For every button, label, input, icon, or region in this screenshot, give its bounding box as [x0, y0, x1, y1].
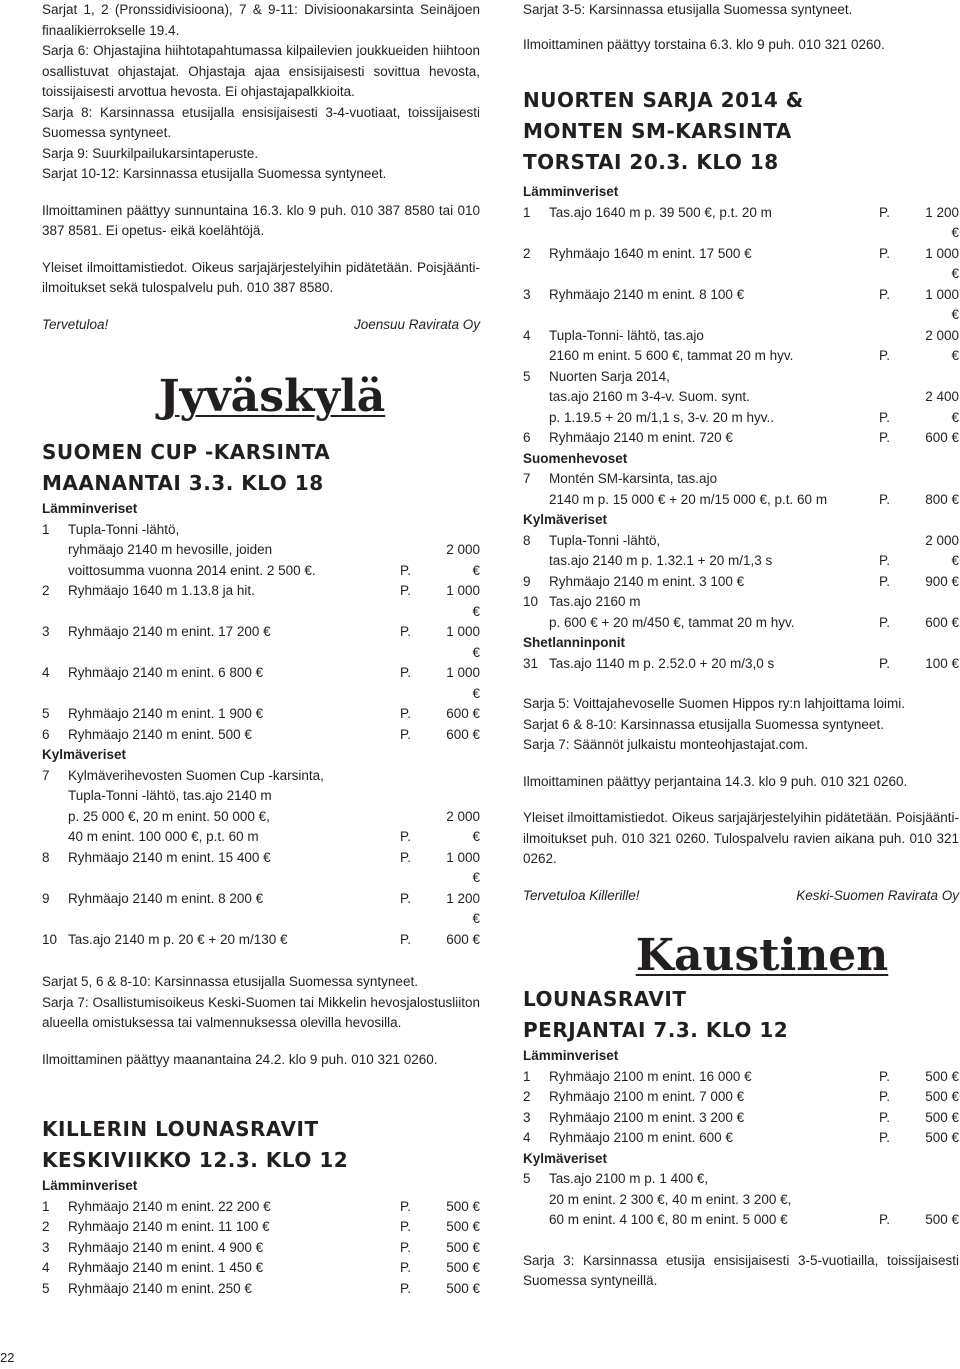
- race-row: 5 Tas.ajo 2100 m p. 1 400 €, 20 m enint. 2 300 €, 40 m enint. 3 200 €, 60 m enint. 4 100 €, 80 m enint. 5 000 € P. 500 €: [523, 1171, 959, 1227]
- city-title-kaustinen: Kaustinen: [635, 930, 889, 981]
- top-note-2: Ilmoittaminen päättyy torstaina 6.3. klo 9 puh. 010 321 0260.: [523, 36, 885, 52]
- nuorten-title-line-1: NUORTEN SARJA 2014 &: [523, 88, 804, 112]
- right-column: [523, 0, 959, 1292]
- killeri-title-line-2: KESKIVIIKKO 12.3. KLO 12: [42, 1148, 349, 1172]
- top-note-1: Sarjat 3-5: Karsinnassa etusijalla Suomessa syntyneet.: [523, 2, 853, 17]
- event-title-line-1: SUOMEN CUP -KARSINTA: [42, 440, 331, 464]
- race-row: 3 Ryhmäajo 2100 m enint. 3 200 € P. 500 €: [523, 1109, 959, 1125]
- kaustinen-title-line-1: LOUNASRAVIT: [523, 987, 687, 1011]
- race-row: 7 Montén SM-karsinta, tas.ajo 2140 m p. 15 000 € + 20 m/15 000 €, p.t. 60 m P. 800 €: [523, 471, 959, 507]
- race-row: 1 Tas.ajo 1640 m p. 39 500 €, p.t. 20 m P. 1 200 €: [523, 204, 959, 240]
- race-row: 1 Tupla-Tonni -lähtö, ryhmäajo 2140 m hevosille, joiden voittosumma vuonna 2014 enint. 2 500 €. P. 2 000 €: [42, 521, 480, 578]
- section-heading: Kylmäveriset: [523, 1150, 608, 1166]
- page-number: 22: [0, 1350, 15, 1365]
- enrolment-info-2: Ilmoittaminen päättyy maanantaina 24.2. klo 9 puh. 010 321 0260.: [42, 1051, 438, 1067]
- kaustinen-note: Sarja 3: Karsinnassa etusija ensisijaisesti 3-5-vuotiailla, toissijaisesti Suomessa syntyneillä.: [523, 1252, 959, 1288]
- section-heading: Lämminveriset: [523, 1048, 619, 1063]
- race-row: 31 Tas.ajo 1140 m p. 2.52.0 + 20 m/3,0 s P. 100 €: [523, 655, 959, 671]
- city-title-jyvaskyla: Jyväskylä: [158, 371, 386, 422]
- intro-note-3: Sarja 8: Karsinnassa etusijalla ensisijaisesti 3-4-vuotiaat, toissijaisesti Suomessa syntyneet.: [42, 104, 480, 140]
- race-note-2: Sarja 7: Osallistumisoikeus Keski-Suomen tai Mikkelin hevosjalostusliiton alueella omistuksessa tai valmennuksessa olevilla hevosilla.: [42, 994, 480, 1030]
- section-heading: Suomenhevoset: [523, 450, 628, 466]
- nuorten-note-3: Sarja 7: Säännöt julkaistu monteohjastajat.com.: [523, 737, 809, 752]
- section-heading: Shetlanninponit: [523, 635, 625, 650]
- race-row: 7 Kylmäverihevosten Suomen Cup -karsinta, Tupla-Tonni -lähtö, tas.ajo 2140 m p. 25 000 €, 20 m enint. 50 000 €, 40 m enint. 100 000 €, p.t. 60 m P. 2 000 €: [42, 767, 480, 844]
- race-row: 2 Ryhmäajo 1640 m enint. 17 500 € P. 1 000 €: [523, 245, 959, 281]
- race-row: 3 Ryhmäajo 2140 m enint. 8 100 € P. 1 000 €: [523, 286, 959, 322]
- race-row: 1 Ryhmäajo 2100 m enint. 16 000 € P. 500 €: [523, 1068, 959, 1084]
- section-heading: Lämminveriset: [523, 184, 619, 199]
- race-row: 2 Ryhmäajo 2140 m enint. 11 100 € P. 500 €: [42, 1219, 480, 1234]
- race-row: 3 Ryhmäajo 2140 m enint. 4 900 € P. 500 €: [42, 1239, 480, 1255]
- welcome-text: Tervetuloa Killerille!: [523, 887, 640, 903]
- nuorten-enrolment: Ilmoittaminen päättyy perjantaina 14.3. klo 9 puh. 010 321 0260.: [523, 773, 908, 789]
- intro-note-2: Sarja 6: Ohjastajina hiihtotapahtumassa kilpailevien joukkueiden hiihtoon osallistuvat ohjastajat. Ohjastaja ajaa ensisijaisesti sovittua hevosta, toissijaisesti arvottua hevosta. Ei ohjastajapalkkioita.: [42, 43, 480, 99]
- race-row: 4 Ryhmäajo 2100 m enint. 600 € P. 500 €: [523, 1130, 959, 1145]
- nuorten-note-2: Sarjat 6 & 8-10: Karsinnassa etusijalla Suomessa syntyneet.: [523, 716, 884, 732]
- race-row: 1 Ryhmäajo 2140 m enint. 22 200 € P. 500 €: [42, 1198, 480, 1214]
- signoff: [523, 886, 959, 907]
- event-title-line-2: MAANANTAI 3.3. KLO 18: [42, 471, 324, 495]
- race-row: 4 Ryhmäajo 2140 m enint. 1 450 € P. 500 €: [42, 1260, 480, 1275]
- general-info: Yleiset ilmoittamistiedot. Oikeus sarjajärjestelyihin pidätetään. Poisjäänti-ilmoitukset sekä tulospalvelu puh. 010 387 8580.: [42, 259, 480, 295]
- section-heading: Lämminveriset: [42, 1178, 138, 1193]
- race-note-1: Sarjat 5, 6 & 8-10: Karsinnassa etusijalla Suomessa syntyneet.: [42, 974, 418, 989]
- race-row: 8 Ryhmäajo 2140 m enint. 15 400 € P. 1 000 €: [42, 849, 480, 885]
- race-row: 10 Tas.ajo 2140 m p. 20 € + 20 m/130 € P. 600 €: [42, 931, 480, 947]
- race-row: 9 Ryhmäajo 2140 m enint. 3 100 € P. 900 €: [523, 573, 959, 589]
- section-heading: Lämminveriset: [42, 501, 138, 516]
- race-row: 4 Ryhmäajo 2140 m enint. 6 800 € P. 1 000 €: [42, 665, 480, 701]
- nuorten-note-1: Sarja 5: Voittajahevoselle Suomen Hippos ry:n lahjoittama loimi.: [523, 696, 905, 711]
- intro-note-4: Sarja 9: Suurkilpailukarsintaperuste.: [42, 145, 259, 161]
- race-row: 10 Tas.ajo 2160 m p. 600 € + 20 m/450 €, tammat 20 m hyv. P. 600 €: [523, 594, 959, 630]
- organizer-name: Joensuu Ravirata Oy: [353, 316, 480, 332]
- race-row: 2 Ryhmäajo 2100 m enint. 7 000 € P. 500 €: [523, 1089, 959, 1104]
- killeri-title-line-1: KILLERIN LOUNASRAVIT: [42, 1117, 319, 1141]
- race-row: 8 Tupla-Tonni -lähtö, tas.ajo 2140 m p. 1.32.1 + 20 m/1,3 s P. 2 000 €: [523, 532, 959, 568]
- organizer-name: Keski-Suomen Ravirata Oy: [796, 887, 959, 903]
- intro-note-5: Sarjat 10-12: Karsinnassa etusijalla Suomessa syntyneet.: [42, 166, 387, 181]
- race-row: 4 Tupla-Tonni- lähtö, tas.ajo 2160 m enint. 5 600 €, tammat 20 m hyv. P. 2 000 €: [523, 327, 959, 363]
- race-row: 5 Ryhmäajo 2140 m enint. 1 900 € P. 600 €: [42, 706, 480, 721]
- left-column: [42, 0, 480, 1299]
- welcome-text: Tervetuloa!: [42, 316, 109, 332]
- race-row: 6 Ryhmäajo 2140 m enint. 720 € P. 600 €: [523, 430, 959, 445]
- nuorten-general-info: Yleiset ilmoittamistiedot. Oikeus sarjajärjestelyihin pidätetään. Poisjäänti-ilmoitukset puh. 010 321 0260. Tulospalvelu ravien aikana puh. 010 321 0262.: [523, 810, 959, 866]
- nuorten-title-line-3: TORSTAI 20.3. KLO 18: [523, 150, 779, 174]
- kaustinen-title-line-2: PERJANTAI 7.3. KLO 12: [523, 1018, 789, 1042]
- intro-note-1: Sarjat 1, 2 (Pronssidivisioona), 7 & 9-11: Divisioonakarsinta Seinäjoen finaalikierrokselle 19.4.: [42, 2, 480, 38]
- section-heading: Kylmäveriset: [523, 512, 608, 527]
- race-row: 6 Ryhmäajo 2140 m enint. 500 € P. 600 €: [42, 726, 480, 742]
- signoff: [42, 315, 480, 336]
- section-heading: Kylmäveriset: [42, 747, 127, 762]
- race-row: 5 Nuorten Sarja 2014, tas.ajo 2160 m 3-4-v. Suom. synt. p. 1.19.5 + 20 m/1,1 s, 3-v. 20 m hyv.. P. 2 400 €: [523, 368, 959, 425]
- nuorten-title-line-2: MONTEN SM-KARSINTA: [523, 119, 792, 143]
- enrolment-info: Ilmoittaminen päättyy sunnuntaina 16.3. klo 9 puh. 010 387 8580 tai 010 387 8581. Ei opetus- eikä koelähtöjä.: [42, 202, 480, 238]
- race-row: 2 Ryhmäajo 1640 m 1.13.8 ja hit. P. 1 000 €: [42, 583, 480, 619]
- race-row: 3 Ryhmäajo 2140 m enint. 17 200 € P. 1 000 €: [42, 624, 480, 660]
- race-row: 9 Ryhmäajo 2140 m enint. 8 200 € P. 1 200 €: [42, 890, 480, 926]
- race-row: 5 Ryhmäajo 2140 m enint. 250 € P. 500 €: [42, 1280, 480, 1296]
